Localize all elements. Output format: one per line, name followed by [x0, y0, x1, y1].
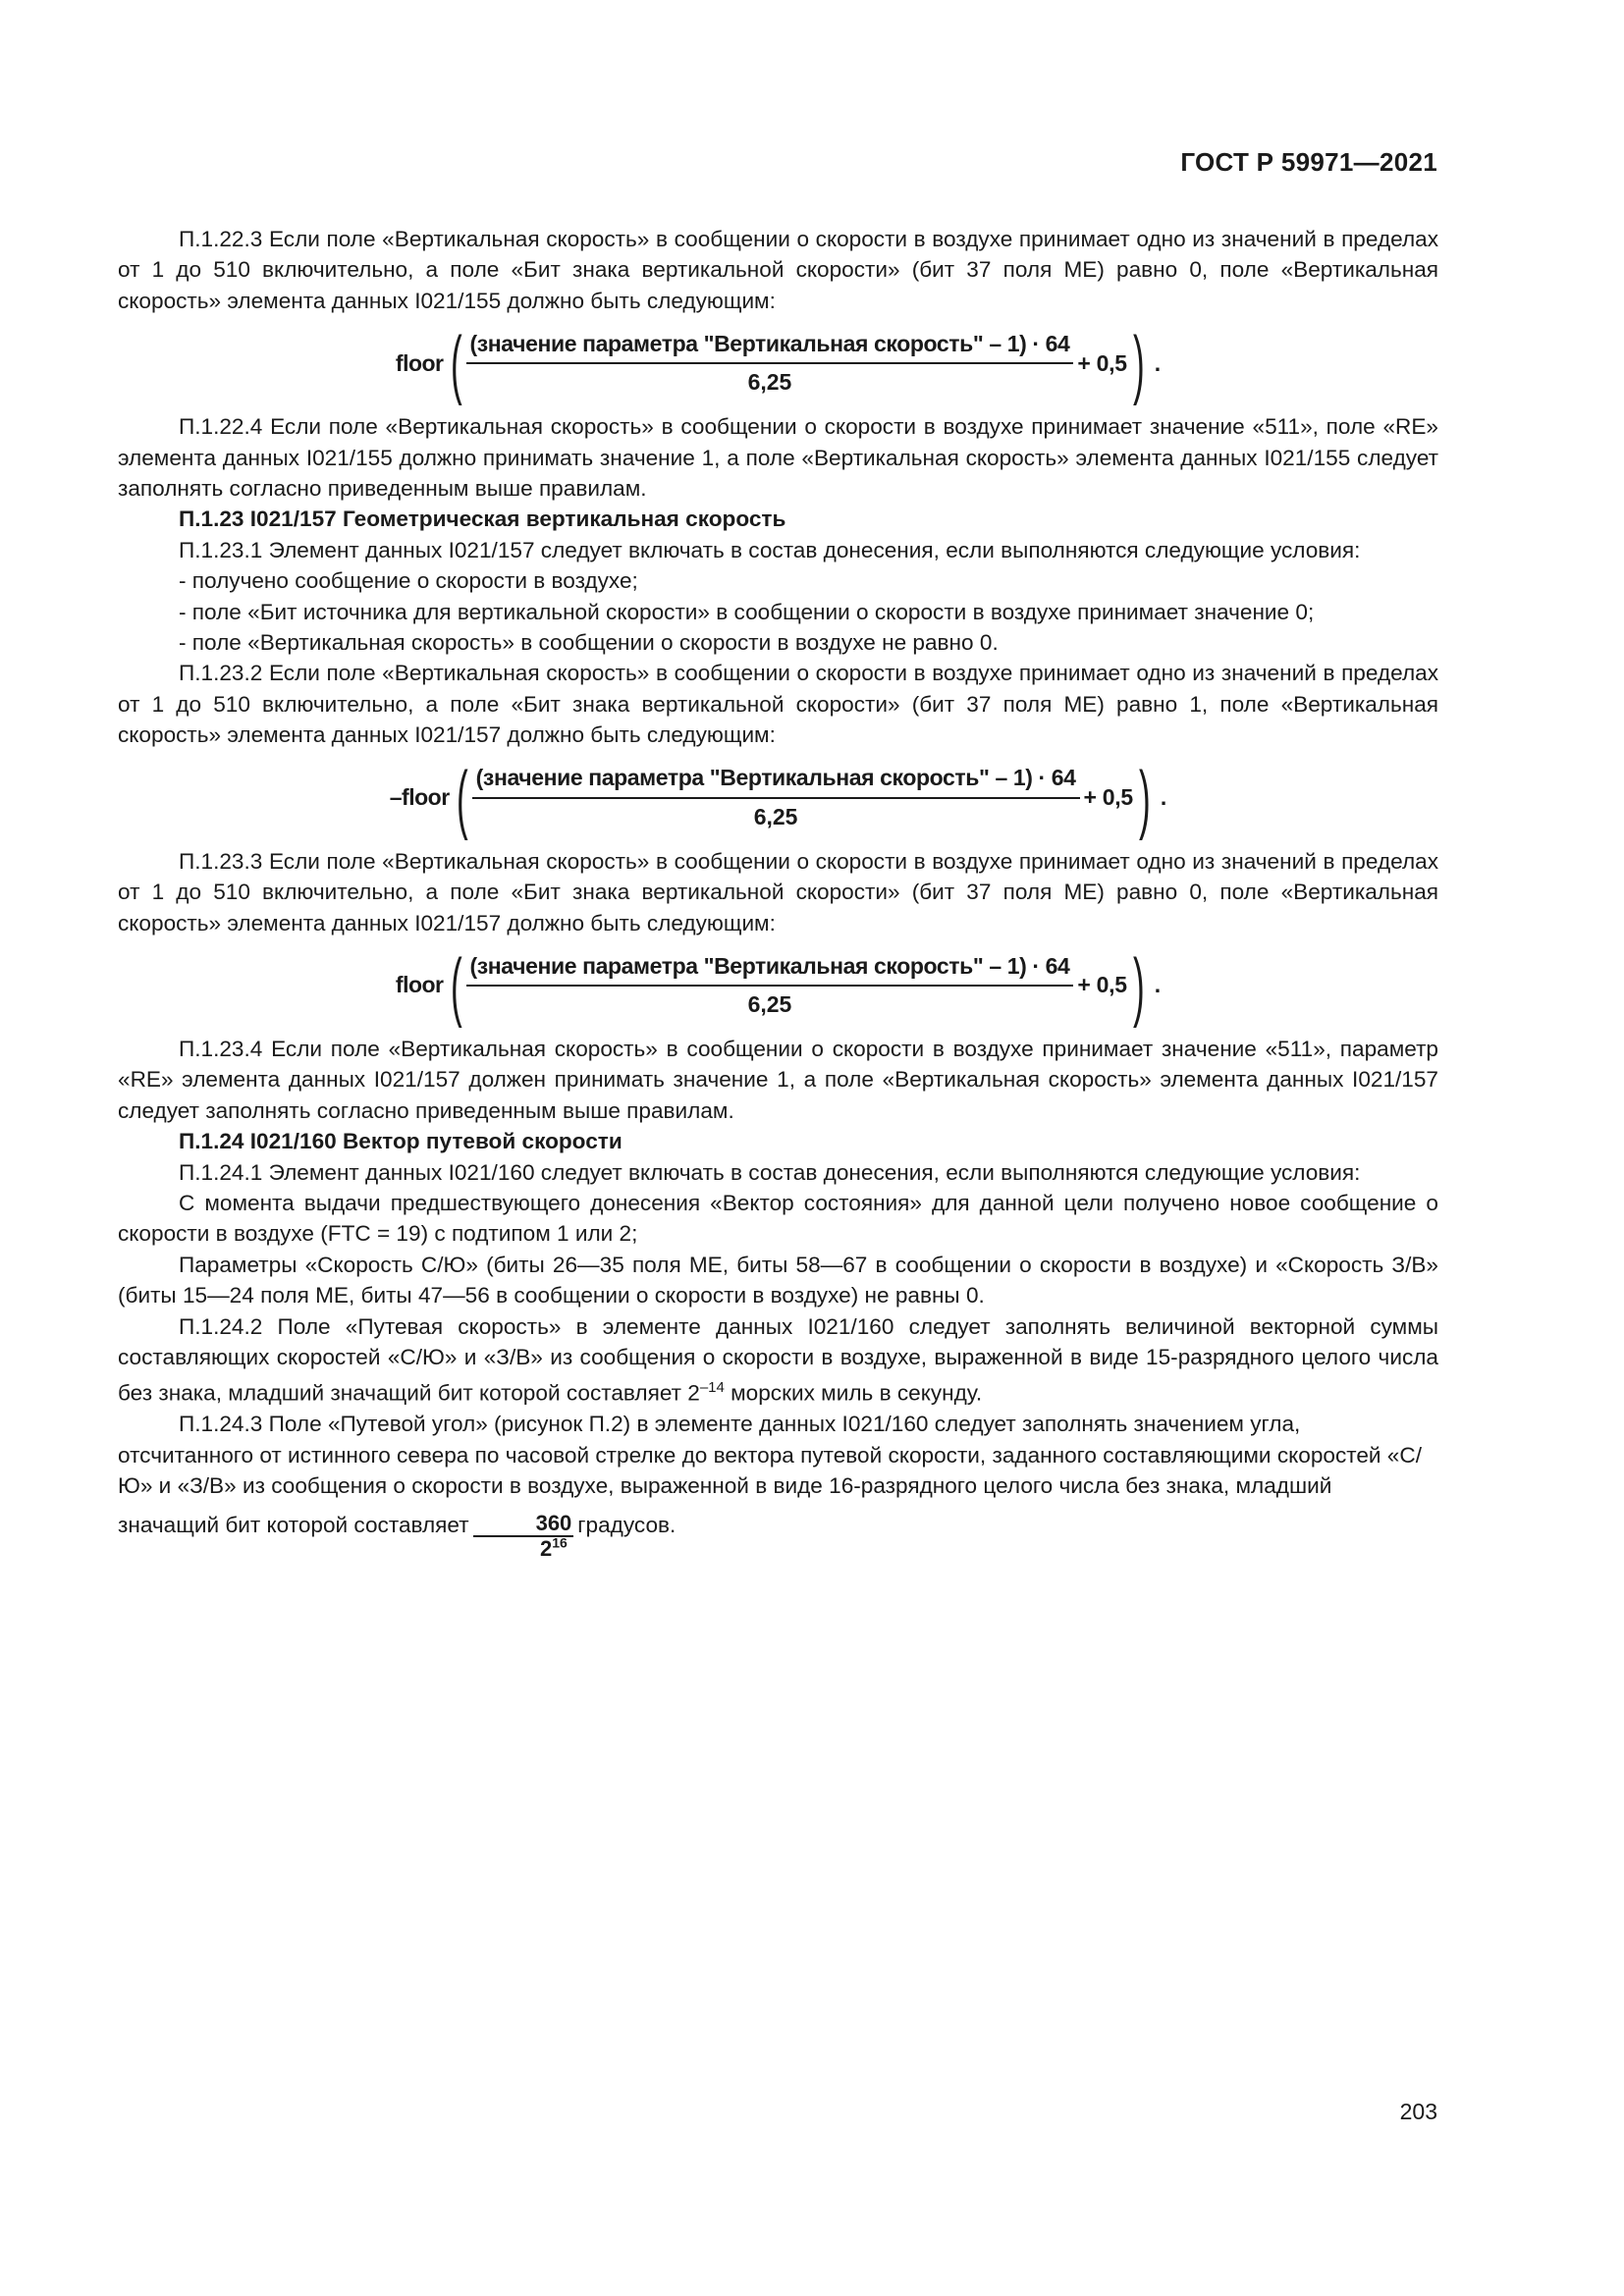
- inline-fraction-denominator: [479, 1534, 568, 1561]
- inline-fraction: [473, 1512, 574, 1561]
- paragraph-p1-24-2: [118, 1311, 1438, 1410]
- paragraph-p1-24-2-text: П.1.24.2 Поле «Путевая скорость» в элементе данных I021/160 следует заполнять величиной векторной суммы составляющих скоростей «С/Ю» и «З/В» из сообщения о скорости в воздухе, выраженной в виде 15-разрядного целого числа без знака, младший значащий бит которой составляет 2: [118, 1313, 1438, 1406]
- formula-2-open-paren: (: [456, 754, 468, 841]
- formula-1: [118, 318, 1438, 408]
- formula-1-tail: + 0,5: [1077, 349, 1127, 376]
- paragraph-p1-23-1: П.1.23.1 Элемент данных I021/157 следует включать в состав донесения, если выполняются следующие условия:: [179, 537, 1361, 562]
- paragraph-p1-24-2-exponent: –14: [699, 1379, 725, 1397]
- formula-2-tail: + 0,5: [1083, 783, 1133, 810]
- paragraph-p1-22-4: П.1.22.4 Если поле «Вертикальная скорость» в сообщении о скорости в воздухе принимает значение «511», поле «RE» элемента данных I021/155 должно принимать значение 1, а поле «Вертикальная скорость» элемента данных I021/155 следует заполнять согласно приведенным выше правилам.: [118, 414, 1438, 502]
- paragraph-p1-24-2-tail: морских миль в секунду.: [724, 1380, 983, 1406]
- formula-3-fraction: [466, 951, 1074, 1021]
- list-item-2: - поле «Бит источника для вертикальной скорости» в сообщении о скорости в воздухе принимает значение 0;: [179, 599, 1315, 624]
- formula-2-func: –floor: [389, 783, 450, 810]
- paragraph-p1-23-2: П.1.23.2 Если поле «Вертикальная скорость» в сообщении о скорости в воздухе принимает одно из значений в пределах от 1 до 510 включительно, а поле «Бит знака вертикальной скорости» (бит 37 поля ME) равно 1, поле «Вертикальная скорость» элемента данных I021/157 должно быть следующим:: [118, 661, 1438, 748]
- formula-3-close-paren: ): [1132, 941, 1145, 1029]
- formula-3-open-paren: (: [450, 941, 462, 1029]
- paragraph-p1-24-1: П.1.24.1 Элемент данных I021/160 следует включать в состав донесения, если выполняются следующие условия:: [179, 1159, 1361, 1185]
- formula-3: [118, 940, 1438, 1031]
- paragraph-p1-23-3: П.1.23.3 Если поле «Вертикальная скорость» в сообщении о скорости в воздухе принимает одно из значений в пределах от 1 до 510 включительно, а поле «Бит знака вертикальной скорости» (бит 37 поля ME) равно 0, поле «Вертикальная скорость» элемента данных I021/157 должно быть следующим:: [118, 848, 1438, 935]
- condition-1: С момента выдачи предшествующего донесения «Вектор состояния» для данной цели получено новое сообщение о скорости в воздухе (FTC = 19) с подтипом 1 или 2;: [118, 1190, 1438, 1247]
- formula-1-numerator: (значение параметра "Вертикальная скорость" – 1) · 64: [466, 329, 1074, 364]
- formula-3-func: floor: [395, 972, 444, 998]
- formula-3-denominator: 6,25: [747, 990, 792, 1017]
- inline-fraction-base: 2: [540, 1535, 553, 1561]
- document-body: [118, 224, 1438, 1561]
- inline-fraction-exponent: 16: [552, 1534, 568, 1551]
- inline-fraction-numerator: 360: [473, 1512, 574, 1537]
- formula-2-end: .: [1160, 783, 1167, 810]
- formula-2-numerator: (значение параметра "Вертикальная скорость" – 1) · 64: [472, 763, 1080, 798]
- formula-3-numerator: (значение параметра "Вертикальная скорость" – 1) · 64: [466, 951, 1074, 987]
- page-number: 203: [1399, 2099, 1437, 2124]
- formula-1-denominator: 6,25: [747, 369, 792, 396]
- document-id: ГОСТ Р 59971—2021: [1180, 147, 1437, 177]
- formula-3-tail: + 0,5: [1077, 972, 1127, 998]
- list-item-1: - получено сообщение о скорости в воздухе;: [179, 568, 638, 594]
- condition-2: Параметры «Скорость С/Ю» (биты 26—35 поля ME, биты 58—67 в сообщении о скорости в воздухе) и «Скорость З/В» (биты 15—24 поля ME, биты 47—56 в сообщении о скорости в воздухе) не равны 0.: [118, 1252, 1438, 1308]
- formula-1-end: .: [1154, 349, 1162, 376]
- formula-2-close-paren: ): [1138, 754, 1151, 841]
- formula-1-func: floor: [395, 349, 444, 376]
- paragraph-p1-24-3-tail: градусов.: [577, 1512, 677, 1537]
- formula-1-fraction: [466, 329, 1074, 399]
- list-item-3: - поле «Вертикальная скорость» в сообщении о скорости в воздухе не равно 0.: [179, 630, 999, 656]
- formula-1-open-paren: (: [450, 320, 462, 407]
- section-heading-p1-23: П.1.23 I021/157 Геометрическая вертикальная скорость: [179, 507, 786, 532]
- formula-3-end: .: [1154, 972, 1162, 998]
- formula-2-fraction: [472, 763, 1080, 832]
- formula-2: [118, 753, 1438, 843]
- formula-1-close-paren: ): [1132, 320, 1145, 407]
- paragraph-p1-24-3-text: П.1.24.3 Поле «Путевой угол» (рисунок П.2) в элементе данных I021/160 следует заполнять значением угла, отсчитанного от истинного севера по часовой стрелке до вектора путевой скорости, заданного составляющими скоростей «С/Ю» и «З/В» из сообщения о скорости в воздухе, выраженной в виде 16-разрядного целого числа без знака, младший значащий бит которой составляет: [118, 1412, 1422, 1537]
- section-heading-p1-24: П.1.24 I021/160 Вектор путевой скорости: [179, 1129, 623, 1154]
- paragraph-p1-24-3: [118, 1409, 1438, 1561]
- paragraph-p1-23-4: П.1.23.4 Если поле «Вертикальная скорость» в сообщении о скорости в воздухе принимает значение «511», параметр «RE» элемента данных I021/157 должен принимать значение 1, а поле «Вертикальная скорость» элемента данных I021/157 следует заполнять согласно приведенным выше правилам.: [118, 1036, 1438, 1123]
- formula-2-denominator: 6,25: [753, 803, 798, 829]
- paragraph-p1-22-3: П.1.22.3 Если поле «Вертикальная скорость» в сообщении о скорости в воздухе принимает одно из значений в пределах от 1 до 510 включительно, а поле «Бит знака вертикальной скорости» (бит 37 поля ME) равно 0, поле «Вертикальная скорость» элемента данных I021/155 должно быть следующим:: [118, 227, 1438, 313]
